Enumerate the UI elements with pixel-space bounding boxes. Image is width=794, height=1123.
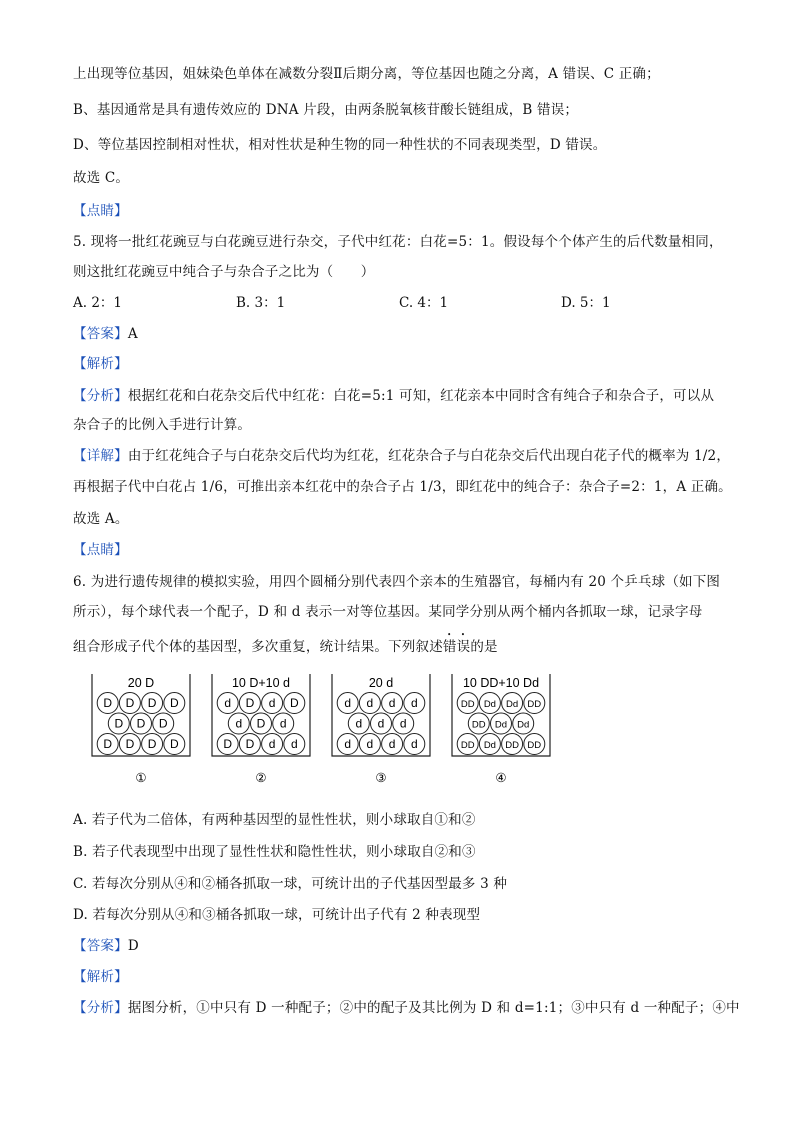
fenxi-tag: 【分析】	[73, 1000, 128, 1016]
ball-label: d	[366, 737, 374, 751]
q6-stem-emphasis: 错误	[442, 639, 471, 655]
ball-label: D	[245, 696, 255, 710]
q6-answer	[73, 934, 139, 954]
bucket-label: 10 D+10 d	[231, 676, 291, 690]
q5-xiangjie-3: 故选 A。	[73, 511, 129, 527]
ball-label: DD	[505, 740, 519, 751]
ball-label: d	[355, 716, 363, 731]
q5-option-a: A. 2：1	[73, 295, 123, 311]
bucket-1	[92, 674, 190, 785]
ball-label: D	[245, 737, 255, 751]
bucket-number: ③	[375, 771, 387, 785]
ball-label: Dd	[483, 740, 496, 751]
ball-label: D	[147, 696, 157, 710]
ball-label: d	[268, 696, 276, 710]
ball-label: Dd	[517, 719, 530, 731]
ball-label: d	[290, 737, 298, 751]
q5-analysis-tag: 【解析】	[73, 356, 128, 372]
ball-label: d	[366, 696, 374, 710]
ball-label: Dd	[494, 719, 508, 731]
ball-label: Dd	[483, 699, 496, 710]
dianjing-tag-2: 【点睛】	[73, 542, 128, 558]
bucket-label: 10 DD+10 Dd	[462, 676, 540, 690]
ball-label: D	[103, 737, 113, 751]
ball-label: d	[224, 696, 232, 710]
q5-fenxi-1	[73, 384, 714, 404]
ball-label: DD	[527, 740, 542, 751]
fenxi-text: 据图分析，①中只有 D 一种配子；②中的配子及其比例为 D 和 d=1:1；③中只有 d 一种配子；④中	[127, 1000, 740, 1016]
answer-value: A	[127, 326, 138, 342]
q5-fenxi-2: 杂合子的比例入手进行计算。	[73, 417, 252, 433]
bucket-number: ④	[495, 771, 507, 785]
answer-tag: 【答案】	[73, 938, 128, 954]
q6-stem-1: 6. 为进行遗传规律的模拟实验，用四个圆桶分别代表四个亲本的生殖器官，每桶内有 20 个乒乓球（如下图	[73, 574, 721, 590]
ball-label: D	[147, 737, 157, 751]
line-4: 故选 C。	[73, 170, 130, 186]
ball-label: D	[114, 716, 124, 731]
ball-label: D	[289, 696, 299, 710]
line-1: 上出现等位基因，姐妹染色单体在减数分裂Ⅱ后期分离，等位基因也随之分离，A 错误、C 正确；	[73, 66, 660, 82]
ball-label: D	[136, 716, 146, 731]
q6-fenxi-1	[73, 996, 740, 1016]
bucket-4	[452, 674, 550, 785]
ball-label: DD	[527, 699, 542, 710]
answer-value: D	[127, 938, 139, 954]
xiangjie-text: 由于红花纯合子与白花杂交后代均为红花，红花杂合子与白花杂交后代出现白花子代的概率为 1/2，	[127, 448, 731, 464]
q5-option-b: B. 3：1	[236, 295, 286, 311]
ball-label: d	[377, 716, 385, 731]
q5-answer	[73, 322, 138, 342]
q5-stem-2: 则这批红花豌豆中纯合子与杂合子之比为（ ）	[73, 264, 375, 280]
ball-label: DD	[460, 740, 475, 751]
ball-label: Dd	[506, 699, 519, 710]
q6-analysis-tag: 【解析】	[73, 969, 128, 985]
bucket-label: 20 d	[368, 676, 394, 690]
bucket-label: 20 D	[127, 676, 155, 690]
q6-option-d: D. 若每次分别从④和③桶各抓取一球，可统计出子代有 2 种表现型	[73, 907, 481, 923]
q6-stem-2: 所示），每个球代表一个配子，D 和 d 表示一对等位基因。某同学分别从两个桶内各抓取一球，记录字母	[73, 604, 703, 620]
ball-label: d	[235, 716, 243, 731]
q6-option-c: C. 若每次分别从④和②桶各抓取一球，可统计出的子代基因型最多 3 种	[73, 876, 508, 892]
q5-xiangjie-2: 再根据子代中白花占 1/6，可推出亲本红花中的杂合子占 1/3，即红花中的纯合子：杂合子=2：1，A 正确。	[73, 479, 732, 495]
q5-xiangjie-1	[73, 444, 730, 464]
q6-option-a: A. 若子代为二倍体，有两种基因型的显性性状，则小球取自①和②	[73, 812, 476, 828]
ball-label: D	[125, 737, 135, 751]
ball-label: D	[125, 696, 135, 710]
ball-label: d	[279, 716, 287, 731]
ball-label: d	[388, 696, 396, 710]
ball-label: DD	[471, 719, 486, 731]
ball-label: d	[344, 696, 352, 710]
bucket-figure	[86, 670, 566, 790]
bucket-2	[212, 674, 310, 785]
q6-stem-3c: 的是	[470, 639, 498, 655]
bucket-number: ②	[255, 771, 267, 785]
ball-label: d	[388, 737, 396, 751]
dianjing-tag-1: 【点睛】	[73, 203, 128, 219]
xiangjie-tag: 【详解】	[73, 448, 128, 464]
ball-label: D	[256, 716, 266, 731]
q5-option-d: D. 5：1	[561, 295, 611, 311]
bucket-3	[332, 674, 430, 785]
ball-label: D	[169, 696, 179, 710]
ball-label: D	[223, 737, 233, 751]
ball-label: d	[268, 737, 276, 751]
line-3: D、等位基因控制相对性状，相对性状是种生物的同一种性状的不同表现类型，D 错误。	[73, 137, 607, 153]
ball-label: d	[399, 716, 407, 731]
ball-label: d	[344, 737, 352, 751]
q6-stem-3a: 组合形成子代个体的基因型，多次重复，统计结果。下列叙述	[73, 639, 443, 655]
ball-label: d	[410, 737, 418, 751]
q6-option-b: B. 若子代表现型中出现了显性性状和隐性性状，则小球取自②和③	[73, 844, 476, 860]
q5-stem-1: 5. 现将一批红花豌豆与白花豌豆进行杂交，子代中红花：白花=5：1。假设每个个体产生的后代数量相同，	[73, 234, 723, 250]
q5-option-c: C. 4：1	[399, 295, 449, 311]
fenxi-text: 根据红花和白花杂交后代中红花：白花=5:1 可知，红花亲本中同时含有纯合子和杂合子，可以从	[127, 388, 715, 404]
fenxi-tag: 【分析】	[73, 388, 128, 404]
bucket-number: ①	[135, 771, 147, 785]
ball-label: D	[103, 696, 113, 710]
ball-label: D	[158, 716, 168, 731]
ball-label: d	[410, 696, 418, 710]
ball-label: D	[169, 737, 179, 751]
ball-label: DD	[460, 699, 475, 710]
line-2: B、基因通常是具有遗传效应的 DNA 片段，由两条脱氧核苷酸长链组成，B 错误；	[73, 102, 579, 118]
answer-tag: 【答案】	[73, 326, 128, 342]
q6-stem-3	[73, 631, 498, 655]
